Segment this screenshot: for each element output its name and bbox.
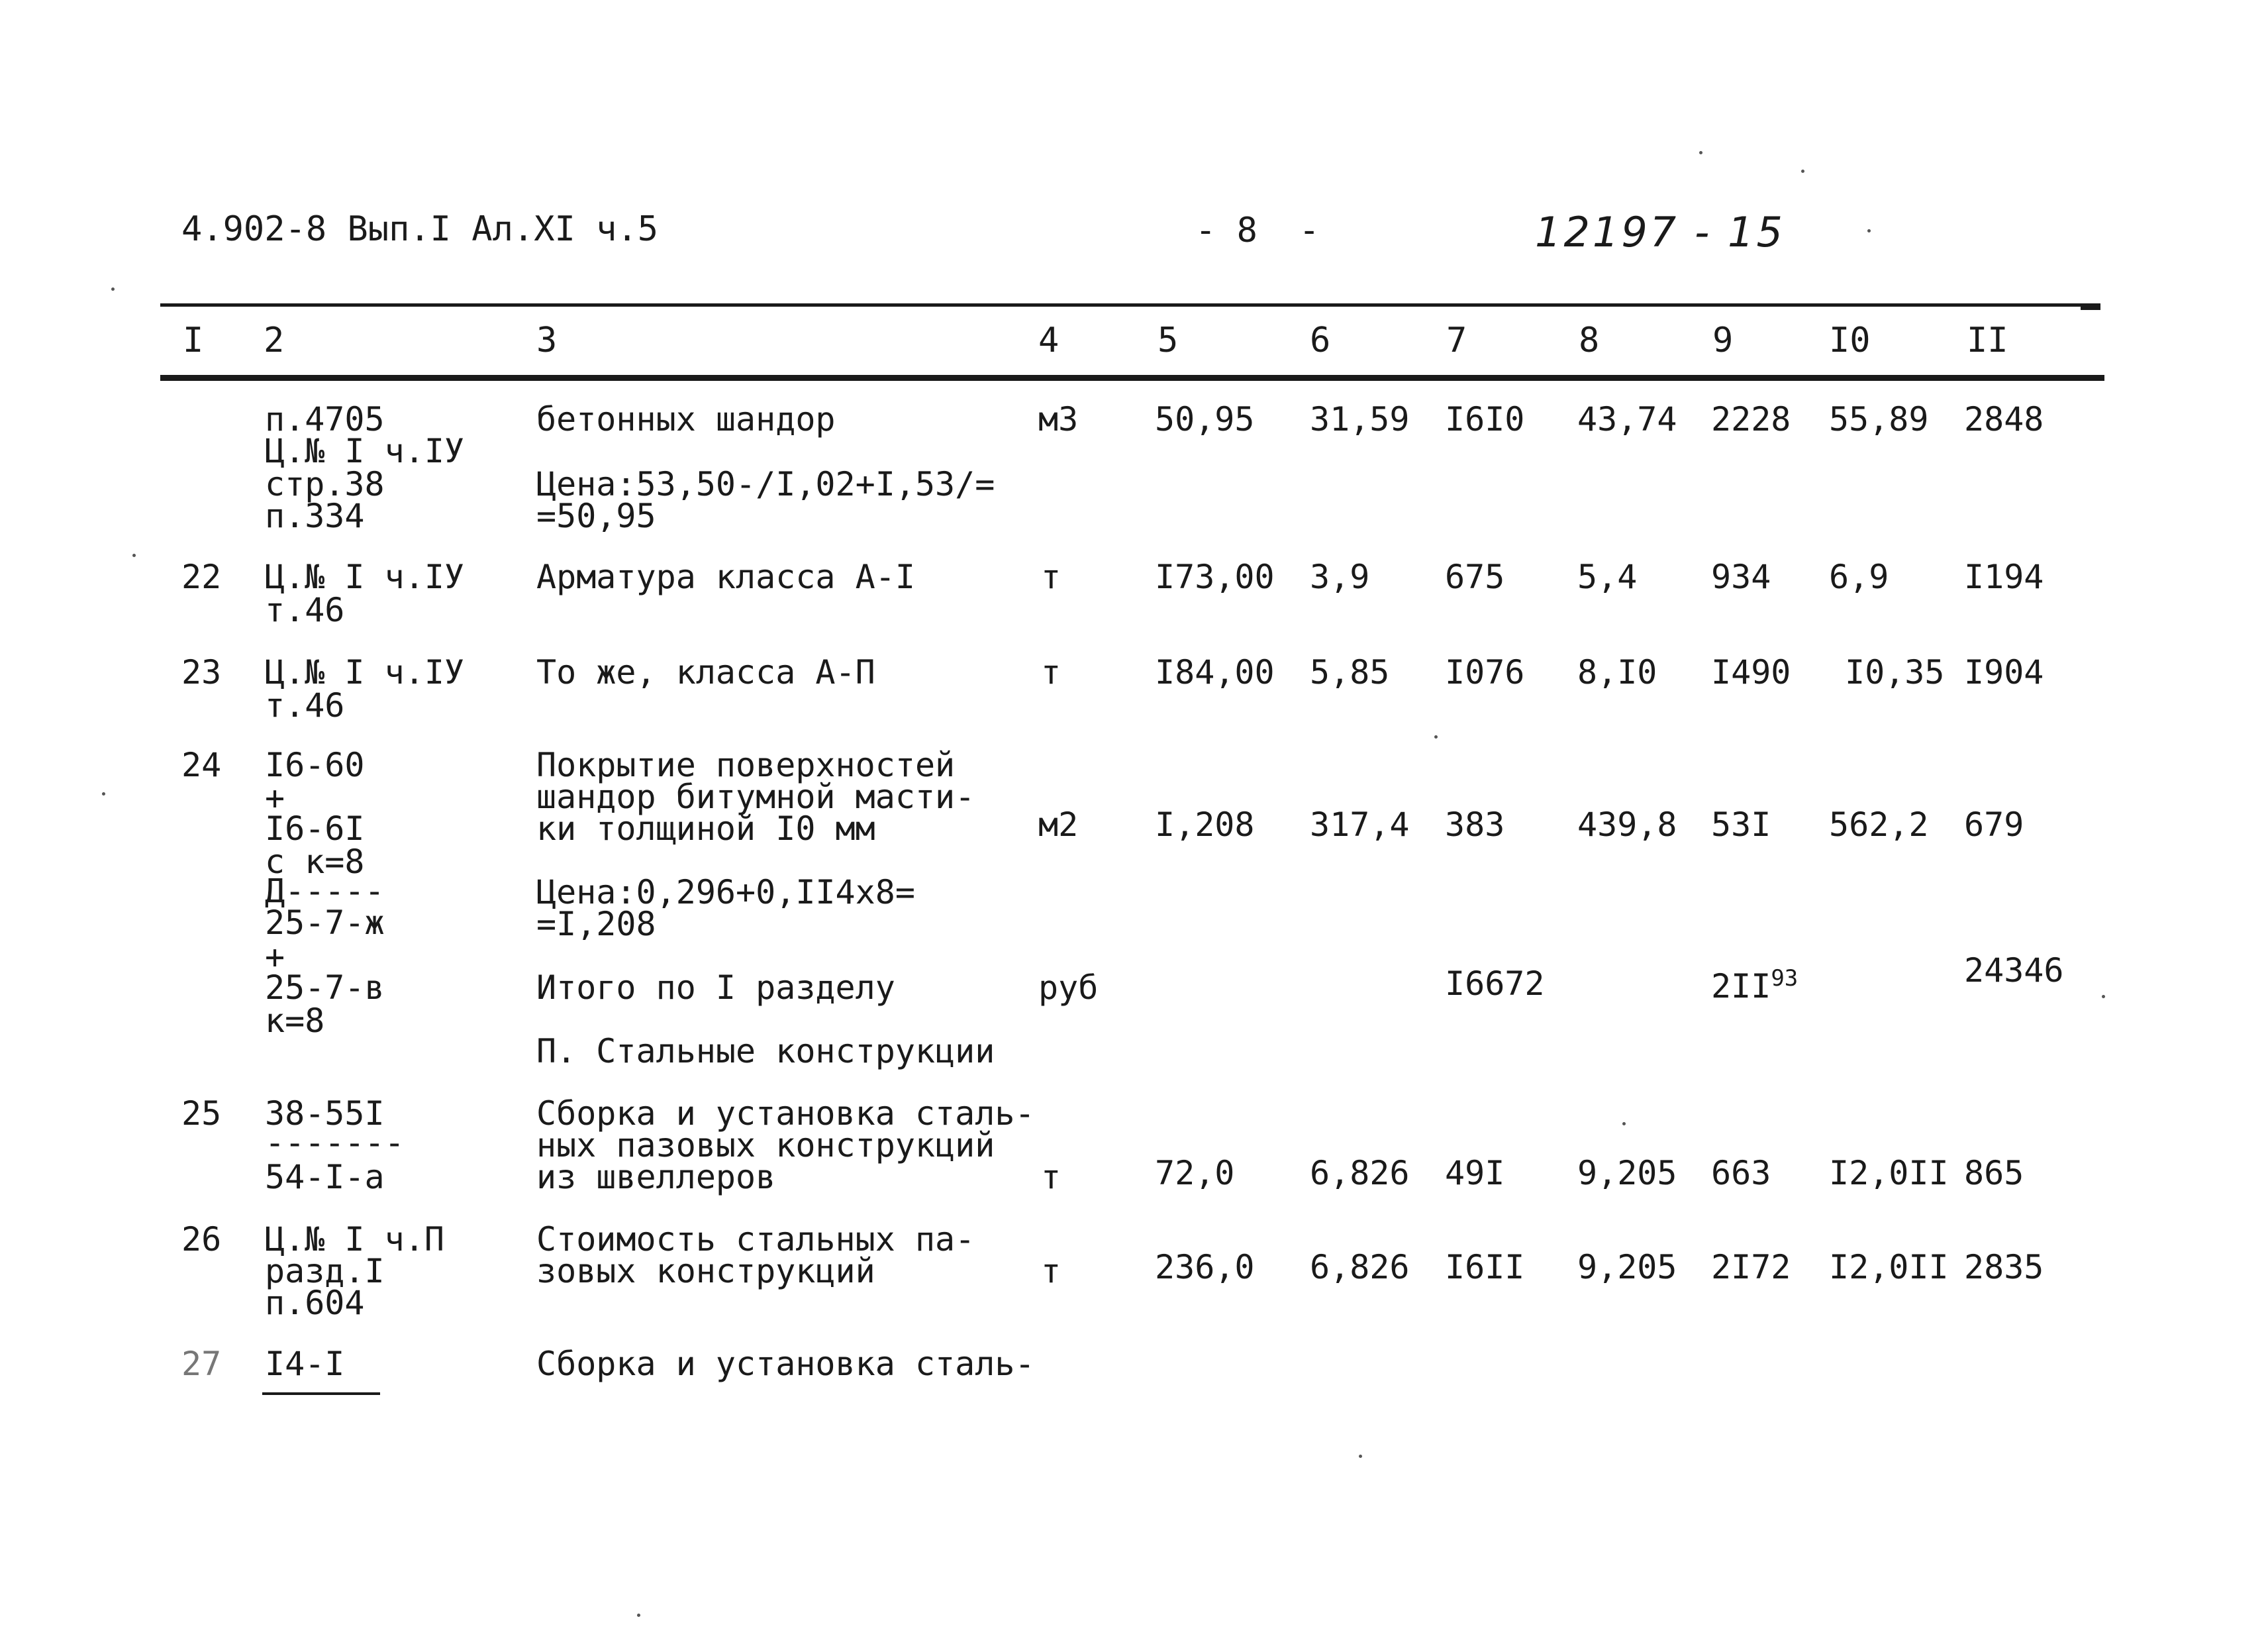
row-description: из швеллеров bbox=[536, 1158, 776, 1196]
row-description: ки толщиной I0 мм bbox=[536, 809, 875, 848]
row-col11: 679 bbox=[1964, 805, 2024, 844]
col-header-11: II bbox=[1967, 321, 2008, 360]
total-col9 bbox=[1711, 965, 1799, 1006]
row-col10: I0,35 bbox=[1845, 653, 1945, 692]
row-col9: 934 bbox=[1711, 558, 1771, 596]
row-col8: 5,4 bbox=[1577, 558, 1638, 596]
row-col5: 236,0 bbox=[1155, 1248, 1255, 1286]
total-unit: руб bbox=[1038, 968, 1099, 1007]
row-description: Арматура класса А-I bbox=[536, 558, 915, 596]
row-col5: I73,00 bbox=[1155, 558, 1275, 596]
row-ref-line: I6-60 bbox=[265, 746, 365, 784]
total-col9-base: 2II bbox=[1711, 967, 1771, 1006]
col-header-7: 7 bbox=[1446, 321, 1467, 360]
row-col11: 2835 bbox=[1964, 1248, 2044, 1286]
row-unit: м2 bbox=[1038, 805, 1079, 844]
price-note-line: Цена:53,50-/I,02+I,53/= bbox=[536, 465, 995, 503]
row-description: шандор битумной масти- bbox=[536, 778, 975, 816]
row-number: 22 bbox=[181, 558, 222, 596]
row-ref-line: Ц.№ I ч.П bbox=[265, 1220, 444, 1259]
row-ref-line: стр.38 bbox=[265, 465, 385, 503]
row-ref-line: Ц.№ I ч.IУ bbox=[265, 653, 465, 692]
scan-speck bbox=[637, 1614, 640, 1617]
row-col6: 3,9 bbox=[1310, 558, 1370, 596]
row-col7: I6I0 bbox=[1445, 400, 1525, 439]
row-col9: 53I bbox=[1711, 805, 1771, 844]
scan-speck bbox=[111, 287, 115, 291]
scan-speck bbox=[1622, 1122, 1626, 1125]
row-col5: 50,95 bbox=[1155, 400, 1255, 439]
row-ref-top: 38-55I bbox=[265, 1094, 385, 1133]
col-header-4: 4 bbox=[1038, 321, 1060, 360]
row-ref-line: с к=8 bbox=[265, 843, 365, 881]
row-ref-line: 25-7-в bbox=[265, 968, 385, 1007]
row-description: Сборка и установка сталь- bbox=[536, 1094, 1035, 1133]
row-ref-line: т.46 bbox=[265, 686, 345, 725]
row-col10: I2,0II bbox=[1829, 1154, 1949, 1192]
section-title: П. Стальные конструкции bbox=[536, 1032, 995, 1070]
row-col5: I84,00 bbox=[1155, 653, 1275, 692]
row-ref-line: I4-I bbox=[265, 1345, 345, 1383]
col-header-3: 3 bbox=[536, 321, 558, 360]
row-description: Стоимость стальных па- bbox=[536, 1220, 975, 1259]
row-unit: т bbox=[1041, 1158, 1061, 1196]
row-description: ных пазовых конструкций bbox=[536, 1126, 995, 1164]
row-ref-line: п.604 bbox=[265, 1284, 365, 1322]
row-col7: 675 bbox=[1445, 558, 1505, 596]
row-ref-bottom: 54-I-а bbox=[265, 1158, 385, 1196]
scan-speck bbox=[1801, 170, 1804, 173]
row-ref-line: Ц.№ I ч.IУ bbox=[265, 558, 465, 596]
total-label: Итого по I разделу bbox=[536, 968, 895, 1007]
row-description: То же, класса А-П bbox=[536, 653, 875, 692]
row-col6: 31,59 bbox=[1310, 400, 1410, 439]
row-col7: I076 bbox=[1445, 653, 1525, 692]
total-col7: I6672 bbox=[1445, 964, 1545, 1003]
row-description: Сборка и установка сталь- bbox=[536, 1345, 1035, 1383]
row-col7: 383 bbox=[1445, 805, 1505, 844]
col-header-9: 9 bbox=[1712, 321, 1734, 360]
row-ref-line: + bbox=[265, 938, 285, 976]
row-col6: 6,826 bbox=[1310, 1154, 1410, 1192]
row-col9: 2I72 bbox=[1711, 1248, 1791, 1286]
price-note-line: =I,208 bbox=[536, 905, 656, 943]
row-unit: м3 bbox=[1038, 400, 1079, 439]
row-col10: 55,89 bbox=[1829, 400, 1929, 439]
col-header-2: 2 bbox=[264, 321, 285, 360]
row-col9: 663 bbox=[1711, 1154, 1771, 1192]
row-ref-line: I6-6I bbox=[265, 809, 365, 848]
row-col8: 43,74 bbox=[1577, 400, 1677, 439]
row-number: 23 bbox=[181, 653, 222, 692]
header-bottom-rule bbox=[160, 375, 2104, 381]
row-description: Покрытие поверхностей bbox=[536, 746, 956, 784]
page-number: - 8 - bbox=[1195, 211, 1320, 250]
total-col9-superscript: 93 bbox=[1771, 965, 1799, 992]
row-col9: I490 bbox=[1711, 653, 1791, 692]
row-ref-line: Ц.№ I ч.IУ bbox=[265, 432, 465, 470]
row-col8: 9,205 bbox=[1577, 1154, 1677, 1192]
row-col10: 6,9 bbox=[1829, 558, 1889, 596]
price-note-line: Цена:0,296+0,II4x8= bbox=[536, 873, 915, 911]
row-col8: 439,8 bbox=[1577, 805, 1677, 844]
scan-speck bbox=[1434, 735, 1438, 739]
row-col11: I194 bbox=[1964, 558, 2044, 596]
table-top-rule bbox=[160, 303, 2100, 307]
row-col7: 49I bbox=[1445, 1154, 1505, 1192]
row-col6: 6,826 bbox=[1310, 1248, 1410, 1286]
row-number: 26 bbox=[181, 1220, 222, 1259]
scan-speck bbox=[1699, 151, 1702, 154]
row-col11: 865 bbox=[1964, 1154, 2024, 1192]
row-ref-line: разд.I bbox=[265, 1252, 385, 1290]
row-ref-line: п.4705 bbox=[265, 400, 385, 439]
row-unit: т bbox=[1041, 1252, 1061, 1290]
scan-speck bbox=[2102, 995, 2105, 998]
document-reference: 4.902-8 Вып.I Ал.XI ч.5 bbox=[181, 209, 659, 249]
row-col10: I2,0II bbox=[1829, 1248, 1949, 1286]
row-col5: 72,0 bbox=[1155, 1154, 1235, 1192]
ref-underline bbox=[262, 1392, 380, 1395]
row-col7: I6II bbox=[1445, 1248, 1525, 1286]
row-col11: I904 bbox=[1964, 653, 2044, 692]
row-description: зовых конструкций bbox=[536, 1252, 875, 1290]
row-col10: 562,2 bbox=[1829, 805, 1929, 844]
row-col8: 8,I0 bbox=[1577, 653, 1657, 692]
row-ref-divider: ------- bbox=[265, 1123, 405, 1162]
row-col9: 2228 bbox=[1711, 400, 1791, 439]
col-header-1: I bbox=[183, 321, 204, 360]
row-col8: 9,205 bbox=[1577, 1248, 1677, 1286]
row-col11: 2848 bbox=[1964, 400, 2044, 439]
table-top-rule-tail bbox=[2081, 306, 2100, 310]
row-ref-line: т.46 bbox=[265, 591, 345, 629]
row-ref-line: п.334 bbox=[265, 497, 365, 535]
scan-speck bbox=[102, 792, 105, 796]
col-header-8: 8 bbox=[1579, 321, 1600, 360]
row-col6: 5,85 bbox=[1310, 653, 1390, 692]
scan-speck bbox=[1867, 229, 1871, 232]
row-number: 25 bbox=[181, 1094, 222, 1133]
row-description: бетонных шандор bbox=[536, 400, 836, 439]
col-header-6: 6 bbox=[1310, 321, 1331, 360]
row-col5: I,208 bbox=[1155, 805, 1255, 844]
scan-speck bbox=[132, 554, 136, 557]
price-note-line: =50,95 bbox=[536, 497, 656, 535]
col-header-5: 5 bbox=[1158, 321, 1179, 360]
col-header-10: I0 bbox=[1829, 321, 1871, 360]
row-ref-line: 25-7-ж bbox=[265, 903, 385, 942]
row-ref-line: + bbox=[265, 779, 285, 817]
row-unit: т bbox=[1041, 653, 1061, 692]
handwritten-code: 12197 - 15 bbox=[1535, 208, 1785, 256]
row-ref-line: к=8 bbox=[265, 1002, 325, 1040]
row-unit: т bbox=[1041, 558, 1061, 596]
row-col6: 317,4 bbox=[1310, 805, 1410, 844]
scan-speck bbox=[1359, 1455, 1362, 1458]
row-ref-line: Д----- bbox=[265, 872, 385, 910]
row-number: 24 bbox=[181, 746, 222, 784]
row-number: 27 bbox=[181, 1345, 222, 1383]
total-col11: 24346 bbox=[1964, 951, 2064, 990]
